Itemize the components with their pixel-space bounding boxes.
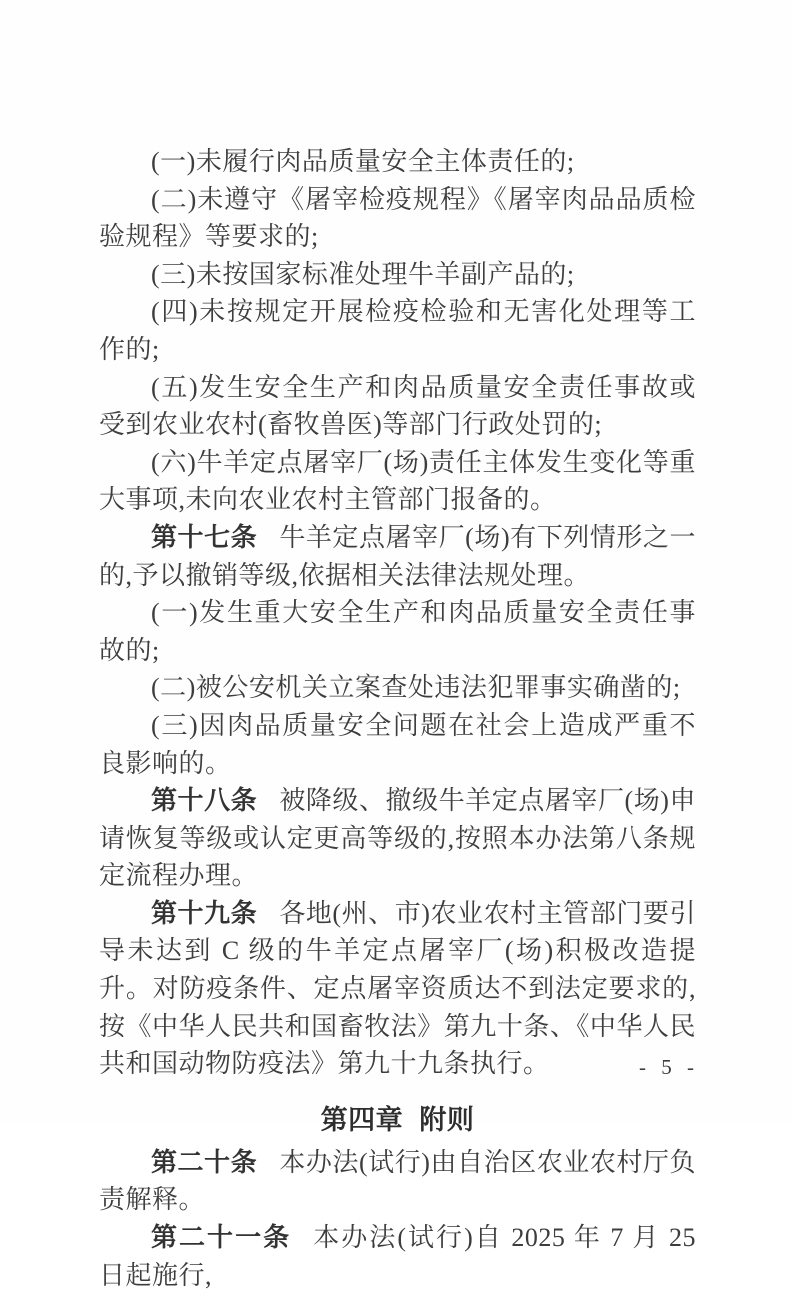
article-number: 第十七条 bbox=[151, 522, 258, 552]
paragraph-text: 本办法(试行)自 2025 年 7 月 25 日起施行, bbox=[99, 1223, 696, 1290]
list-item-paragraph bbox=[99, 669, 696, 707]
paragraph-text: 本办法(试行)由自治区农业农村厅负责解释。 bbox=[99, 1147, 696, 1215]
article-paragraph bbox=[99, 895, 696, 1083]
paragraph-text: (五)发生安全生产和肉品质量安全责任事故或受到农业农村(畜牧兽医)等部门行政处罚的; bbox=[99, 372, 696, 440]
paragraph-text: (六)牛羊定点屠宰厂(场)责任主体发生变化等重大事项,未向农业农村主管部门报备的。 bbox=[99, 447, 696, 515]
list-item-paragraph bbox=[99, 293, 696, 368]
paragraph-text: (二)未遵守《屠宰检疫规程》《屠宰肉品品质检验规程》等要求的; bbox=[99, 184, 696, 252]
chapter-number: 第四章 bbox=[320, 1104, 404, 1135]
paragraph-text: (一)发生重大安全生产和肉品质量安全责任事故的; bbox=[99, 598, 696, 665]
paragraph-text: (二)被公安机关立案查处违法犯罪事实确凿的; bbox=[151, 673, 681, 703]
article-paragraph bbox=[99, 519, 696, 594]
list-item-paragraph bbox=[99, 707, 696, 782]
article-number: 第二十一条 bbox=[151, 1223, 292, 1253]
paragraph-text: (四)未按规定开展检疫检验和无害化处理等工作的; bbox=[99, 297, 696, 364]
chapter-heading bbox=[99, 1101, 696, 1139]
paragraph-text: 牛羊定点屠宰厂(场)有下列情形之一的,予以撤销等级,依据相关法律法规处理。 bbox=[99, 522, 696, 590]
article-number: 第十九条 bbox=[151, 898, 258, 928]
list-item-paragraph bbox=[99, 256, 696, 294]
list-item-paragraph bbox=[99, 444, 696, 519]
list-item-paragraph bbox=[99, 594, 696, 669]
list-item-paragraph bbox=[99, 369, 696, 444]
article-paragraph bbox=[99, 782, 696, 895]
paragraph-text: (三)未按国家标准处理牛羊副产品的; bbox=[151, 259, 575, 289]
paragraph-text: (三)因肉品质量安全问题在社会上造成严重不良影响的。 bbox=[99, 710, 696, 778]
article-number: 第十八条 bbox=[151, 786, 258, 816]
article-number: 第二十条 bbox=[151, 1147, 258, 1177]
paragraph-text: (一)未履行肉品质量安全主体责任的; bbox=[151, 147, 575, 176]
list-item-paragraph bbox=[99, 143, 696, 181]
article-paragraph bbox=[99, 1144, 696, 1219]
paragraph-text: 被降级、撤级牛羊定点屠宰厂(场)申请恢复等级或认定更高等级的,按照本办法第八条规定流程办理。 bbox=[99, 786, 696, 891]
list-item-paragraph bbox=[99, 181, 696, 256]
chapter-title: 附则 bbox=[419, 1104, 475, 1135]
article-paragraph bbox=[99, 1219, 696, 1294]
page-number: - 5 - bbox=[639, 1055, 699, 1079]
paragraph-text: 各地(州、市)农业农村主管部门要引导未达到 C 级的牛羊定点屠宰厂(场)积极改造提升。对防疫条件、定点屠宰资质达不到法定要求的,按《中华人民共和国畜牧法》第九十条、《中华人民共和国动物防疫法》第九十九条执行。 bbox=[99, 898, 696, 1079]
document-body bbox=[99, 143, 696, 1294]
